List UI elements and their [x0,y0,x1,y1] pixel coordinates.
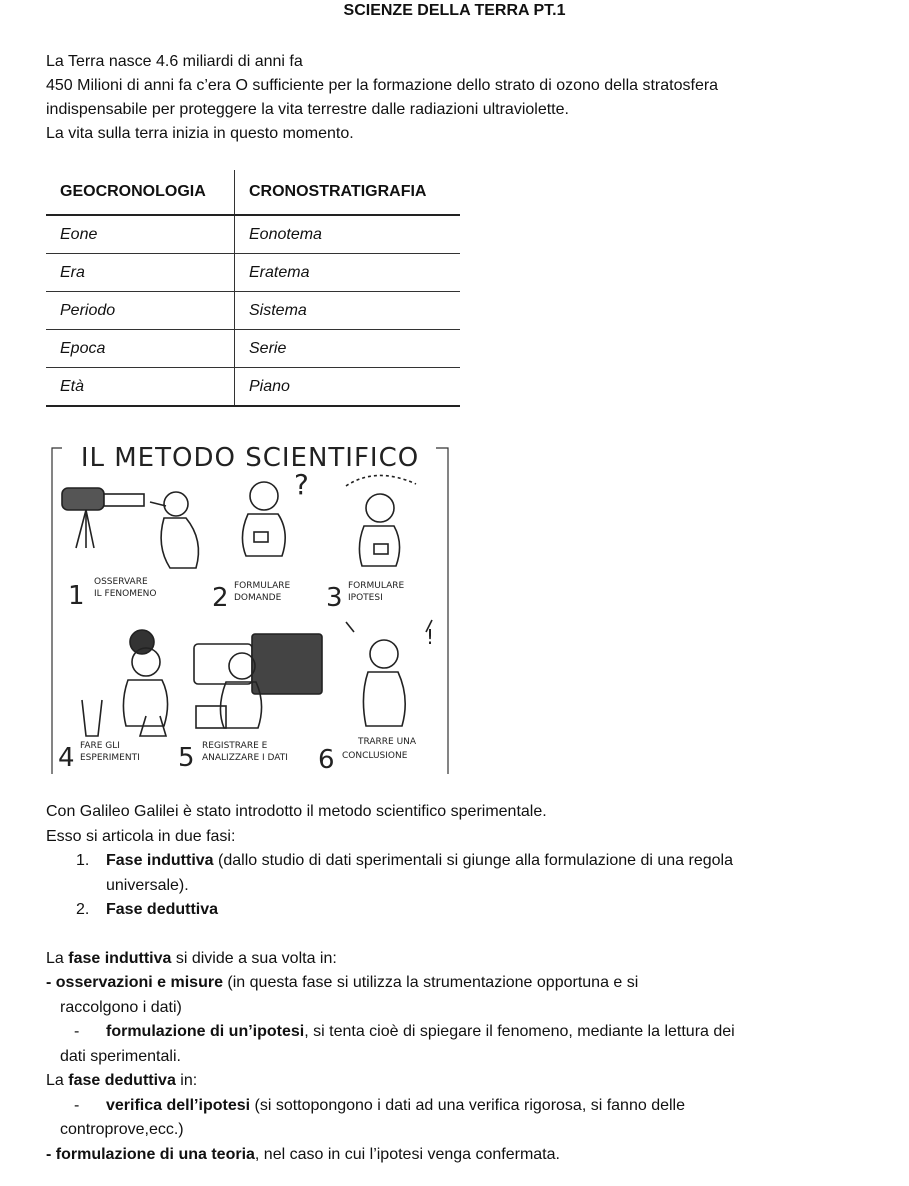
step-1-label [68,577,156,611]
svg-text:5: 5 [178,743,195,773]
step-3-label [326,581,404,613]
table-row [46,368,460,407]
scientific-method-illustration [46,436,450,774]
svg-text:IPOTESI: IPOTESI [348,593,383,603]
data-analysis-drawing [194,634,322,728]
intro-line: indispensabile per proteggere la vita terrestre dalle radiazioni ultraviolette. [46,101,569,118]
svg-text:DOMANDE: DOMANDE [234,593,282,603]
table-row [46,292,460,330]
galileo-paragraph: Con Galileo Galilei è stato introdotto il metodo scientifico sperimentale. [46,803,547,820]
body-text [46,800,886,1167]
questioner-drawing [242,468,308,556]
phases-intro: Esso si articola in due fasi: [46,827,236,845]
svg-text:TRARRE UNA: TRARRE UNA [358,737,417,747]
list-item: 1. Fase induttiva (dallo studio di dati sperimentali si giunge alla formulazione di una regola universale). [76,852,733,894]
svg-text:?: ? [294,468,309,501]
svg-text:CONCLUSIONE: CONCLUSIONE [342,751,408,761]
step-5-label [178,741,288,773]
svg-text:REGISTRARE E: REGISTRARE E [202,741,268,751]
table-cell: Periodo [46,292,235,330]
table-cell: Età [46,368,235,407]
table-cell: Eone [46,215,235,254]
svg-text:FORMULARE: FORMULARE [348,581,405,591]
deductive-item-verification: - verifica dell’ipotesi (si sottopongono i dati ad una verifica rigorosa, si fanno delle [74,1096,685,1114]
step-2-label [212,581,290,613]
svg-text:IL FENOMENO: IL FENOMENO [94,589,157,599]
svg-text:2: 2 [212,583,229,613]
header-geocronologia: GEOCRONOLOGIA [46,170,235,215]
table-row [46,254,460,292]
illustration-title: IL METODO SCIENTIFICO [80,443,420,473]
svg-text:ESPERIMENTI: ESPERIMENTI [80,753,140,763]
intro-line: La Terra nasce 4.6 miliardi di anni fa [46,53,303,70]
header-cronostratigrafia: CRONOSTRATIGRAFIA [235,170,461,215]
table-row [46,215,460,254]
table-cell: Eratema [235,254,461,292]
observer-drawing [62,488,198,568]
intro-line: 450 Milioni di anni fa c’era O sufficiente per la formazione dello strato di ozono della stratosfera [46,77,719,94]
table-cell: Eonotema [235,215,461,254]
table-cell: Piano [235,368,461,407]
list-item: 2. Fase deduttiva [76,901,219,918]
geochronology-table [46,170,460,407]
hypothesis-drawing [346,475,416,566]
table-row [46,330,460,368]
deductive-heading: La fase deduttiva in: [46,1072,198,1089]
svg-text:6: 6 [318,745,335,774]
table-cell: Era [46,254,235,292]
intro-paragraph [46,50,886,146]
inductive-heading: La fase induttiva si divide a sua volta in: [46,949,337,967]
table-header-row [46,170,460,215]
table-cell: Epoca [46,330,235,368]
svg-text:OSSERVARE: OSSERVARE [94,577,148,587]
deductive-item-theory: - formulazione di una teoria, nel caso in cui l’ipotesi venga confermata. [46,1145,560,1163]
conclusion-drawing [346,620,434,726]
step-6-label [318,737,417,774]
inductive-item-hypothesis: - formulazione di un’ipotesi, si tenta cioè di spiegare il fenomeno, mediante la lettura dei [74,1023,735,1040]
svg-text:FORMULARE: FORMULARE [234,581,291,591]
table-cell: Sistema [235,292,461,330]
experiment-drawing [82,630,168,736]
inductive-item-observations-cont: raccolgono i dati) [60,998,182,1016]
step-4-label [58,741,140,773]
svg-text:FARE GLI: FARE GLI [80,741,120,751]
inductive-item-hypothesis-cont: dati sperimentali. [60,1047,181,1065]
table-cell: Serie [235,330,461,368]
inductive-item-observations: - osservazioni e misure (in questa fase si utilizza la strumentazione opportuna e si [46,974,639,991]
svg-text:3: 3 [326,583,343,613]
page-title: SCIENZE DELLA TERRA PT.1 [343,2,566,19]
svg-text:1: 1 [68,581,85,611]
svg-text:4: 4 [58,743,75,773]
svg-text:!: ! [426,625,435,649]
deductive-item-verification-cont: controprove,ecc.) [60,1121,184,1138]
phases-list [46,849,886,923]
intro-line: La vita sulla terra inizia in questo momento. [46,125,354,142]
svg-text:ANALIZZARE I DATI: ANALIZZARE I DATI [202,753,288,763]
